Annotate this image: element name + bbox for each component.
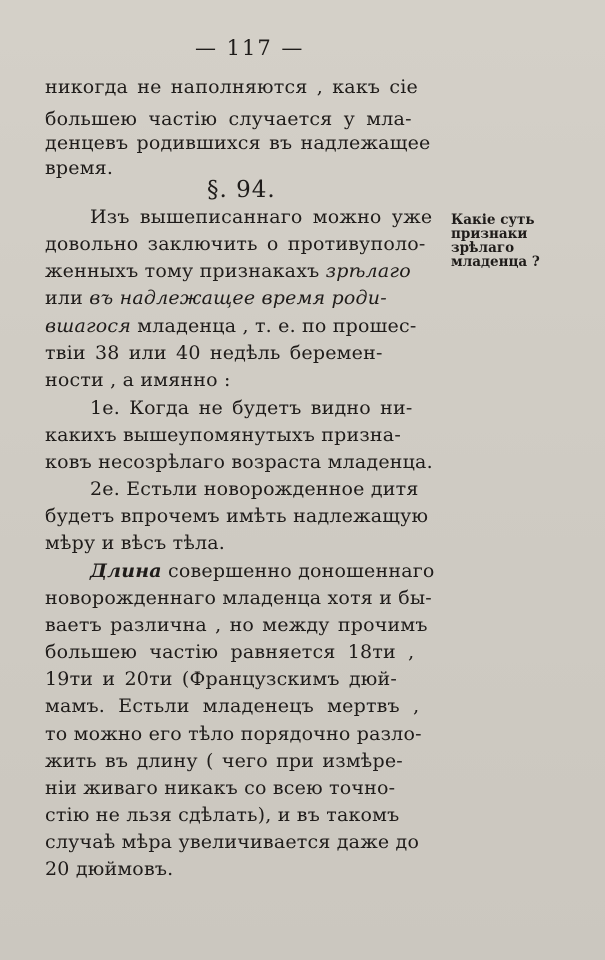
text-line: новорожденнаго младенца хотя и бы- [45,587,432,609]
text-line: стію не льзя сдѣлать), и въ такомъ [45,804,400,826]
text-line: или въ надлежащее время роди- [45,287,387,309]
text-line: довольно заключить о противуполо- [45,233,426,255]
text-line: время. [45,157,114,179]
text-line: мамъ. Естьли младенецъ мертвъ , [45,695,420,717]
text-line: мѣру и вѣсъ тѣла. [45,532,226,554]
text-line: Изъ вышеписаннаго можно уже [90,206,433,228]
page-number: — 117 — [195,36,305,60]
text-line: ніи живаго никакъ со всею точно- [45,777,396,799]
text-line: будетъ впрочемъ имѣть надлежащую [45,505,429,527]
text-line: 2е. Естьли новорожденное дитя [90,478,419,500]
text-line: 20 дюймовъ. [45,858,174,880]
text-line: 19ти и 20ти (Французскимъ дюй- [45,668,397,690]
text-line: ковъ несозрѣлаго возраста младенца. [45,451,433,473]
text-line: 1е. Когда не будетъ видно ни- [90,397,413,419]
text-line: ваетъ различна , но между прочимъ [45,614,428,636]
text-line: большею частію случается у мла- [45,108,412,130]
text-line: твіи 38 или 40 недѣль беремен- [45,342,383,364]
text-line: какихъ вышеупомянутыхъ призна- [45,424,401,446]
text-line: женныхъ тому признакахъ зрѣлаго [45,260,411,282]
text-line: никогда не наполняются , какъ сіе [45,76,418,98]
text-line: случаѣ мѣра увеличивается даже до [45,831,420,853]
section-mark: §. 94. [207,177,276,203]
text-line: Длина совершенно доношеннаго [90,560,435,582]
text-line: жить въ длину ( чего при измѣре- [45,750,403,772]
text-line: ности , а имянно : [45,369,231,391]
text-line: денцевъ родившихся въ надлежащее [45,132,431,154]
text-line: большею частію равняется 18ти , [45,641,415,663]
margin-note: Какіе суть признаки зрѣлаго младенца ? [451,212,540,270]
text-line: вшагося младенца , т. е. по прошес- [45,315,417,337]
text-line: то можно его тѣло порядочно разло- [45,723,422,745]
